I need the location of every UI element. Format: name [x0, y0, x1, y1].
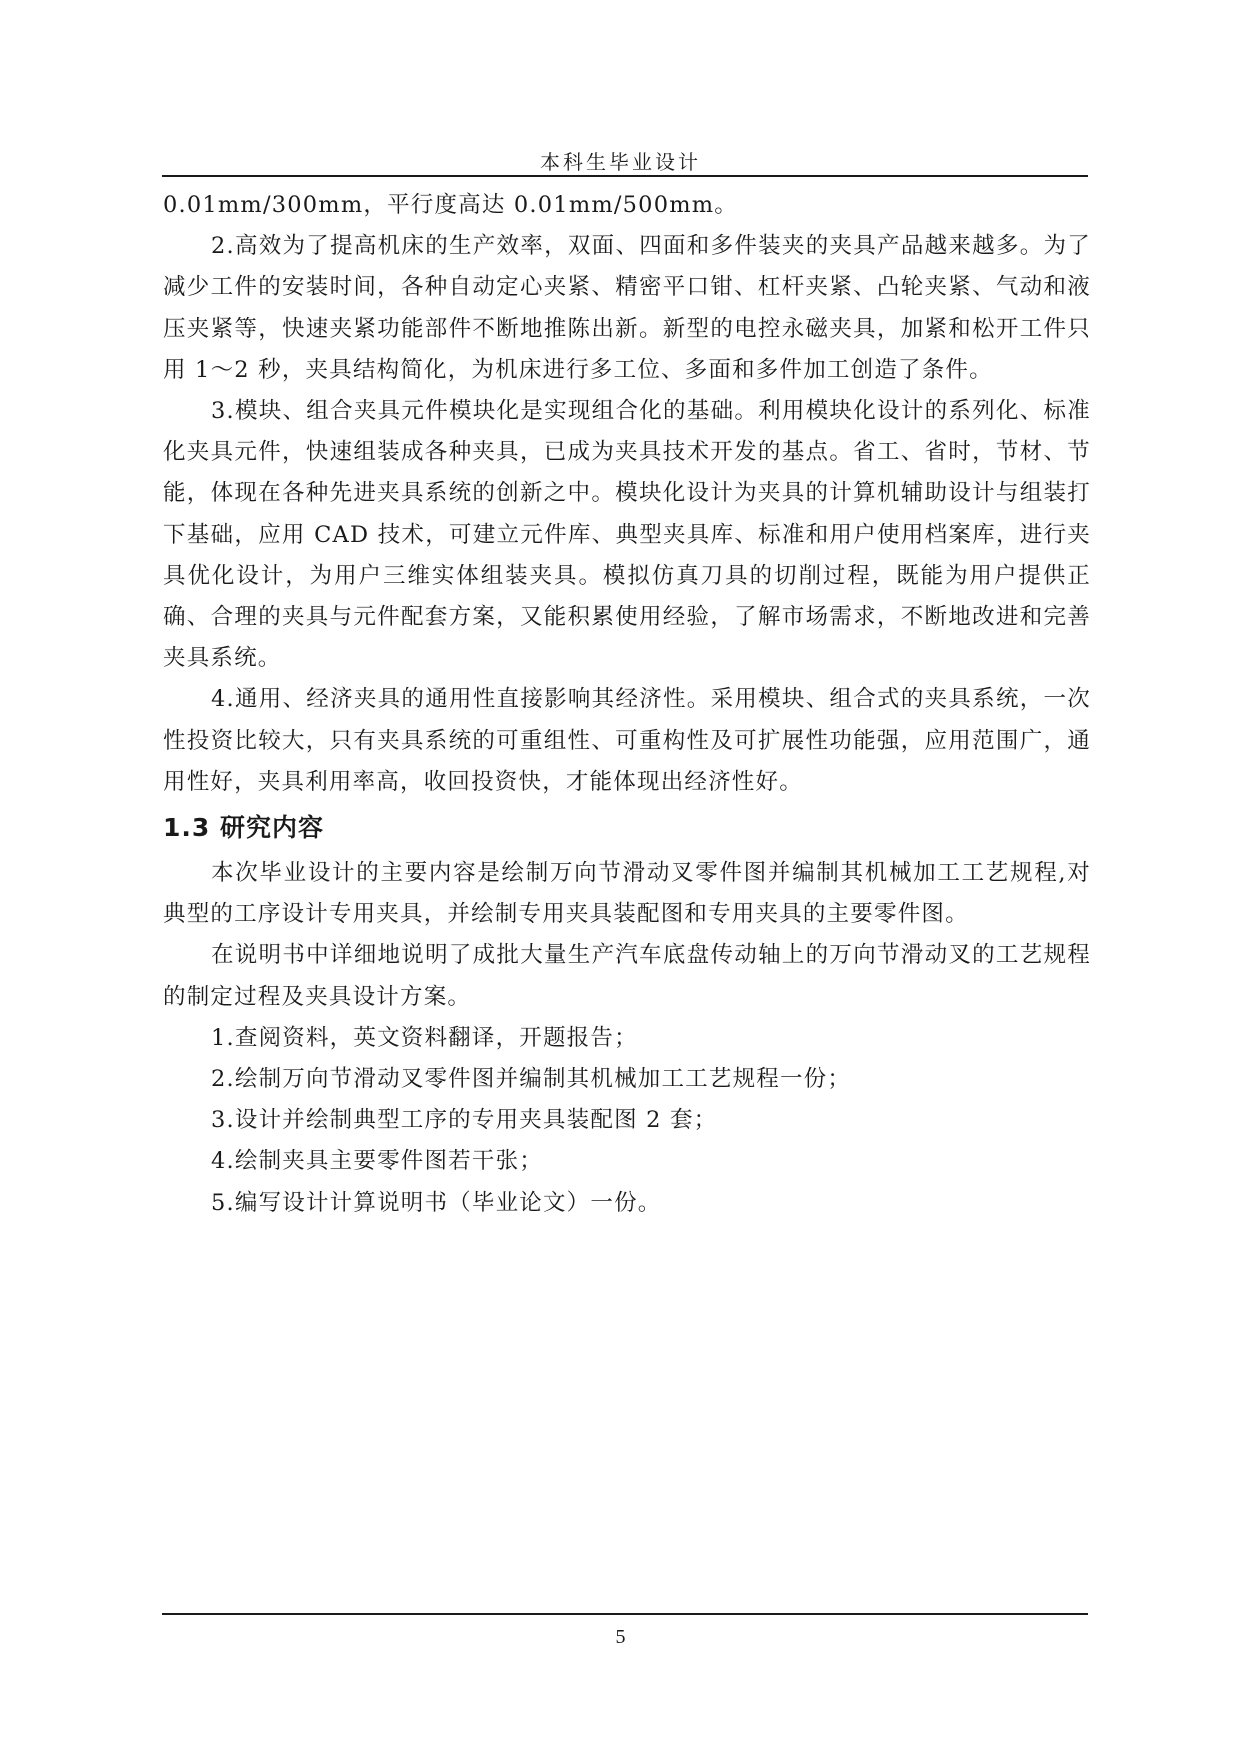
paragraph-efficiency: 2.高效为了提高机床的生产效率，双面、四面和多件装夹的夹具产品越来越多。为了减少工件的安装时间，各种自动定心夹紧、精密平口钳、杠杆夹紧、凸轮夹紧、气动和液压夹紧等，快速夹紧功能部件不断地推陈出新。新型的电控永磁夹具，加紧和松开工件只用 1～2 秒，夹具结构简化，为机床进行多工位、多面和多件加工创造了条件。	[163, 233, 1091, 383]
paragraph-manual-description: 在说明书中详细地说明了成批大量生产汽车底盘传动轴上的万向节滑动叉的工艺规程的制定过程及夹具设计方案。	[163, 942, 1091, 1010]
list-item: 4.绘制夹具主要零件图若干张；	[211, 1148, 543, 1175]
page-number: 5	[615, 1626, 626, 1648]
list-item: 3.设计并绘制典型工序的专用夹具装配图 2 套；	[211, 1107, 718, 1134]
list-item: 2.绘制万向节滑动叉零件图并编制其机械加工工艺规程一份；	[211, 1066, 852, 1093]
header-divider	[162, 175, 1088, 177]
list-item: 1.查阅资料，英文资料翻译，开题报告；	[211, 1024, 638, 1051]
section-heading: 1.3 研究内容	[163, 813, 324, 843]
running-header: 本科生毕业设计	[540, 150, 701, 174]
paragraph-main-content: 本次毕业设计的主要内容是绘制万向节滑动叉零件图并编制其机械加工工艺规程,对典型的工序设计专用夹具，并绘制专用夹具装配图和专用夹具的主要零件图。	[163, 860, 1091, 928]
paragraph-modular: 3.模块、组合夹具元件模块化是实现组合化的基础。利用模块化设计的系列化、标准化夹具元件，快速组装成各种夹具，已成为夹具技术开发的基点。省工、省时，节材、节能，体现在各种先进夹具系统的创新之中。模块化设计为夹具的计算机辅助设计与组装打下基础，应用 CAD 技术，可建立元件库、典型夹具库、标准和用户使用档案库，进行夹具优化设计，为用户三维实体组装夹具。模拟仿真刀具的切削过程，既能为用户提供正确、合理的夹具与元件配套方案，又能积累使用经验，了解市场需求，不断地改进和完善夹具系统。	[163, 398, 1091, 672]
footer-divider	[162, 1613, 1088, 1615]
paragraph-continuation: 0.01mm/300mm，平行度高达 0.01mm/500mm。	[163, 192, 738, 218]
body-text	[163, 185, 1091, 1224]
list-item: 5.编写设计计算说明书（毕业论文）一份。	[211, 1189, 662, 1216]
paragraph-general-economic: 4.通用、经济夹具的通用性直接影响其经济性。采用模块、组合式的夹具系统，一次性投资比较大，只有夹具系统的可重组性、可重构性及可扩展性功能强，应用范围广，通用性好，夹具利用率高，收回投资快，才能体现出经济性好。	[163, 686, 1091, 795]
